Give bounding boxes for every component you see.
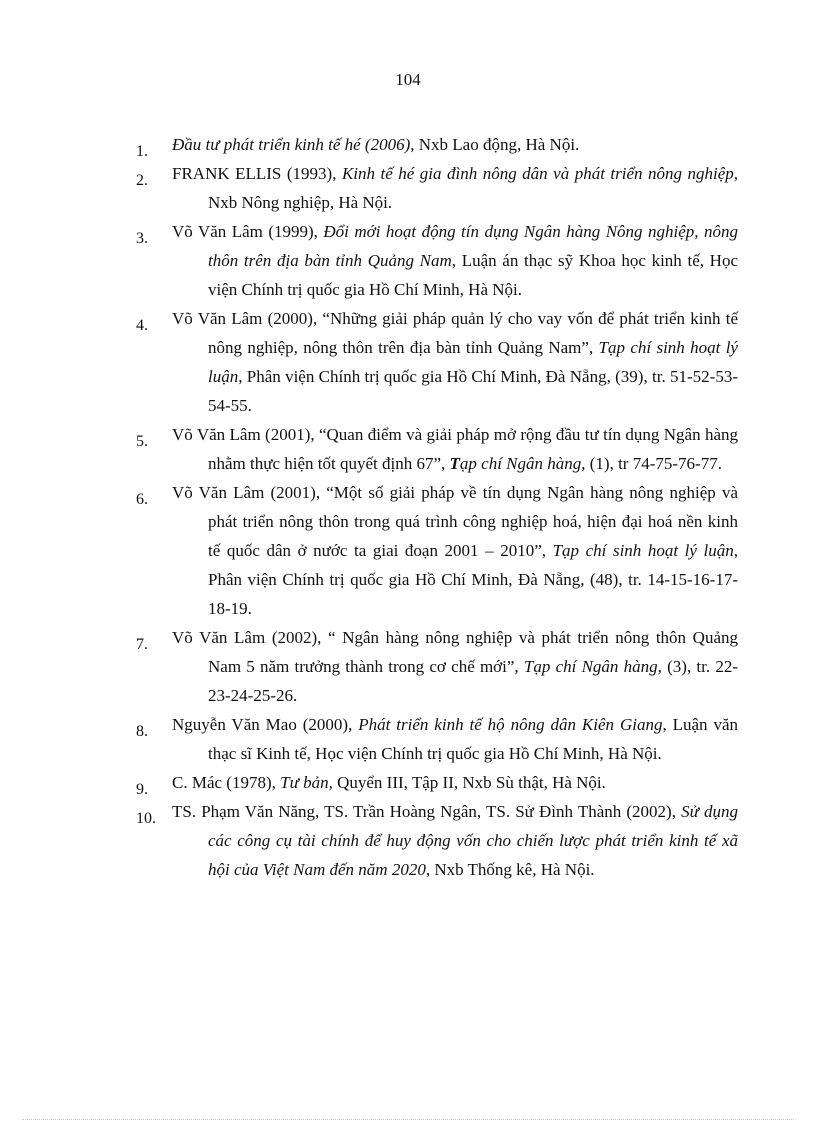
reference-text-segment: ạp chí Ngân hàng, <box>459 454 586 473</box>
reference-text-segment: Võ Văn Lâm (2001), “Một số giải pháp về tín dụng Ngân hàng nông nghiệp và phát triển nông thôn trong quá trình công nghiệp hoá, hiện đại hoá nền kinh tế quốc dân ở nước ta giai đoạn 2001 – 2010”, <box>172 483 738 560</box>
reference-text-segment: , Phân viện Chính trị quốc gia Hồ Chí Minh, Đà Nẵng, (39), tr. 51-52-53-54-55. <box>208 367 738 415</box>
reference-number: 2. <box>136 172 148 189</box>
reference-number: 9. <box>136 781 148 798</box>
reference-item <box>0 217 816 304</box>
reference-list <box>0 130 816 884</box>
reference-text-segment: T <box>449 454 460 473</box>
reference-number: 10. <box>136 810 156 827</box>
reference-text-segment: , Quyển III, Tập II, Nxb Sù thật, Hà Nội. <box>328 773 606 792</box>
reference-text-segment: Đầu tư phát triển kinh tế hé (2006) <box>172 135 411 154</box>
reference-number: 6. <box>136 491 148 508</box>
reference-text-segment: Kinh tế hé gia đình nông dân và phát triển nông nghiệp <box>341 164 734 183</box>
reference-item <box>0 710 816 768</box>
reference-number: 4. <box>136 317 148 334</box>
reference-text-segment: , Nxb Lao động, Hà Nội. <box>410 135 580 154</box>
reference-number: 8. <box>136 723 148 740</box>
reference-text-segment: Tạp chí sinh hoạt lý luận <box>208 338 738 386</box>
page-number: 104 <box>395 70 421 89</box>
reference-text-segment: , Luận án thạc sỹ Khoa học kinh tế, Học viện Chính trị quốc gia Hồ Chí Minh, Hà Nội. <box>208 251 738 299</box>
reference-text-segment: Tạp chí Ngân hàng <box>523 657 658 676</box>
reference-item <box>0 420 816 478</box>
reference-text-segment: , Nxb Nông nghiệp, Hà Nội. <box>208 164 739 212</box>
reference-text-segment: , (3), tr. 22-23-24-25-26. <box>208 657 739 705</box>
reference-text-segment: Tư bản <box>280 773 329 792</box>
reference-number: 3. <box>136 230 148 247</box>
reference-text-segment: Võ Văn Lâm (2002), “ Ngân hàng nông nghiệp và phát triển nông thôn Quảng Nam 5 năm trưởng thành trong cơ chế mới”, <box>172 628 738 676</box>
reference-text-segment: FRANK ELLIS (1993), <box>172 164 342 183</box>
reference-text-segment: Võ Văn Lâm (1999), <box>172 222 324 241</box>
reference-item <box>0 159 816 217</box>
reference-item <box>0 797 816 884</box>
reference-text-segment: Tạp chí sinh hoạt lý luận <box>552 541 734 560</box>
reference-text-segment: TS. Phạm Văn Năng, TS. Trần Hoàng Ngân, TS. Sử Đình Thành (2002), <box>172 802 682 821</box>
reference-text-segment: Sử dụng các công cụ tài chính để huy động vốn cho chiến lược phát triển kinh tế xã hội của Việt Nam đến năm 2020 <box>208 802 738 879</box>
reference-text-segment: Đổi mới hoạt động tín dụng Ngân hàng Nông nghiệp, nông thôn trên địa bàn tỉnh Quảng Nam <box>208 222 738 270</box>
page-bottom-divider <box>22 1119 794 1120</box>
reference-text-segment: , Nxb Thống kê, Hà Nội. <box>425 860 595 879</box>
reference-text-segment: , Luận văn thạc sĩ Kinh tế, Học viện Chính trị quốc gia Hồ Chí Minh, Hà Nội. <box>208 715 739 763</box>
reference-item <box>0 304 816 420</box>
reference-text-segment: Phát triển kinh tế hộ nông dân Kiên Giang <box>358 715 663 734</box>
reference-text-segment: Nguyễn Văn Mao (2000), <box>172 715 359 734</box>
reference-number: 1. <box>136 143 148 160</box>
reference-number: 5. <box>136 433 148 450</box>
reference-item <box>0 130 816 159</box>
reference-item <box>0 768 816 797</box>
reference-item <box>0 623 816 710</box>
reference-text-segment: , Phân viện Chính trị quốc gia Hồ Chí Minh, Đà Nẵng, (48), tr. 14-15-16-17-18-19. <box>208 541 739 618</box>
reference-item <box>0 478 816 623</box>
reference-text-segment: Võ Văn Lâm (2000), “Những giải pháp quản lý cho vay vốn để phát triển kinh tế nông nghiệp, nông thôn trên địa bàn tỉnh Quảng Nam”, <box>172 309 738 357</box>
reference-number: 7. <box>136 636 148 653</box>
reference-text-segment: C. Mác (1978), <box>172 773 281 792</box>
reference-text-segment: (1), tr 74-75-76-77. <box>585 454 722 473</box>
reference-text-segment: Võ Văn Lâm (2001), “Quan điểm và giải pháp mở rộng đầu tư tín dụng Ngân hàng nhằm thực hiện tốt quyết định 67”, <box>172 425 738 473</box>
